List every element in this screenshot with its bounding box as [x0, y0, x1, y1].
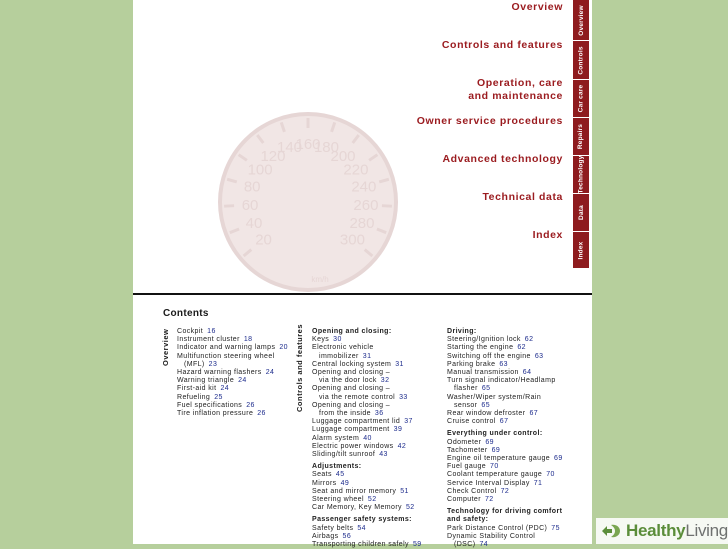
toc-entry-text: Computer: [447, 496, 481, 503]
toc-entry-text: Starting the engine: [447, 344, 513, 351]
toc-entry[interactable]: [312, 377, 422, 385]
toc-entry[interactable]: [312, 353, 422, 361]
toc-entry-text: Warning triangle: [177, 377, 234, 384]
toc-entry-text: Technology for driving comfort: [447, 508, 562, 515]
toc-entry[interactable]: [447, 455, 563, 463]
toc-entry[interactable]: [312, 435, 422, 443]
toc-entry-text: sensor: [454, 402, 477, 409]
healthy-living-logo-icon: [600, 522, 622, 540]
tab-label: Controls: [578, 46, 585, 74]
toc-entry[interactable]: [447, 402, 563, 410]
toc-entry[interactable]: [447, 336, 563, 344]
toc-entry-text: Car Memory, Key Memory: [312, 504, 402, 511]
toc-entry[interactable]: [312, 541, 422, 549]
toc-entry[interactable]: [312, 394, 422, 402]
toc-entry[interactable]: [447, 353, 563, 361]
toc-entry-text: Odometer: [447, 439, 481, 446]
toc-entry[interactable]: [447, 496, 563, 504]
gauge-tick-label: 20: [255, 231, 272, 248]
tab-index[interactable]: [573, 232, 589, 268]
toc-entry[interactable]: [177, 385, 288, 393]
speedometer-graphic: [213, 110, 403, 290]
toc-page-number: 59: [413, 541, 422, 548]
gauge-unit: km/h: [311, 275, 328, 284]
toc-entry: [312, 402, 422, 410]
toc-page-number: 70: [546, 471, 555, 478]
toc-group-heading: [447, 430, 563, 438]
toc-page-number: 26: [246, 402, 255, 409]
gauge-tick-label: 40: [246, 215, 263, 232]
toc-page-number: 75: [551, 525, 560, 532]
toc-entry: [177, 353, 288, 361]
toc-entry[interactable]: [447, 418, 563, 426]
toc-entry-text: flasher: [454, 385, 478, 392]
toc-entry[interactable]: [447, 447, 563, 455]
gauge-tick-label: 260: [353, 197, 378, 214]
toc-entry-text: Sliding/tilt sunroof: [312, 451, 375, 458]
nav-item-label: Overview: [512, 1, 564, 14]
toc-entry[interactable]: [312, 533, 422, 541]
manual-page: [133, 0, 592, 544]
nav-item-label: Owner service procedures: [417, 115, 563, 128]
toc-entry[interactable]: [177, 344, 288, 352]
toc-entry-text: via the remote control: [319, 394, 395, 401]
nav-item-label: Controls and features: [442, 39, 563, 52]
toc-page-number: 31: [363, 353, 372, 360]
toc-entry-text: Cockpit: [177, 328, 203, 335]
toc-page-number: 49: [341, 480, 350, 487]
toc-entry-text: Multifunction steering wheel: [177, 353, 275, 360]
toc-entry-text: Manual transmission: [447, 369, 519, 376]
nav-item-6[interactable]: [482, 191, 563, 204]
tab-label: Repairs: [578, 124, 585, 149]
toc-entry[interactable]: [312, 410, 422, 418]
tab-technology[interactable]: [573, 156, 589, 193]
toc-page-number: 37: [404, 418, 413, 425]
toc-entry-text: Keys: [312, 336, 329, 343]
toc-entry-text: Safety belts: [312, 525, 353, 532]
toc-page-number: 54: [357, 525, 366, 532]
toc-column-controls: [312, 328, 422, 549]
toc-page-number: 40: [363, 435, 372, 442]
toc-entry-text: Adjustments:: [312, 463, 362, 470]
toc-entry: [312, 385, 422, 393]
nav-item-7[interactable]: [533, 229, 563, 242]
nav-item-3[interactable]: [468, 77, 563, 103]
toc-entry[interactable]: [447, 344, 563, 352]
toc-page-number: 65: [481, 402, 490, 409]
healthy-living-watermark: [596, 518, 728, 544]
toc-entry[interactable]: [447, 369, 563, 377]
toc-entry-text: Washer/Wiper system/Rain: [447, 394, 541, 401]
toc-entry-text: Fuel gauge: [447, 463, 486, 470]
toc-entry-text: Luggage compartment: [312, 426, 390, 433]
toc-page-number: 63: [499, 361, 508, 368]
toc-page-number: 52: [368, 496, 377, 503]
toc-entry-text: Airbags: [312, 533, 339, 540]
gauge-tick-label: 200: [331, 148, 356, 165]
toc-entry-text: Luggage compartment lid: [312, 418, 400, 425]
toc-entry-text: Instrument cluster: [177, 336, 240, 343]
gauge-tick-label: 240: [351, 178, 376, 195]
toc-entry[interactable]: [447, 463, 563, 471]
toc-entry-text: Engine oil temperature gauge: [447, 455, 550, 462]
tab-label: Overview: [578, 5, 585, 36]
toc-entry: [312, 344, 422, 352]
toc-page-number: 51: [400, 488, 409, 495]
toc-entry[interactable]: [447, 410, 563, 418]
toc-entry-text: Electronic vehicle: [312, 344, 374, 351]
toc-page-number: 74: [479, 541, 488, 548]
toc-group-heading: [312, 463, 422, 471]
toc-entry-text: Alarm system: [312, 435, 359, 442]
toc-entry[interactable]: [177, 328, 288, 336]
toc-entry[interactable]: [177, 336, 288, 344]
toc-entry-text: Refueling: [177, 394, 210, 401]
nav-item-label: Technical data: [482, 191, 563, 204]
nav-item-5[interactable]: [442, 153, 563, 166]
toc-entry-text: First-aid kit: [177, 385, 216, 392]
toc-entry[interactable]: [447, 488, 563, 496]
tab-controls[interactable]: [573, 41, 589, 79]
toc-entry[interactable]: [177, 394, 288, 402]
toc-entry: [447, 377, 563, 385]
toc-page-number: 26: [257, 410, 266, 417]
nav-item-label: Advanced technology: [442, 153, 563, 166]
toc-page-number: 18: [244, 336, 253, 343]
toc-entry[interactable]: [312, 488, 422, 496]
toc-entry-text: Rear window defroster: [447, 410, 525, 417]
toc-entry-text: Driving:: [447, 328, 477, 335]
toc-page-number: 62: [517, 344, 526, 351]
toc-column-overview: [177, 328, 288, 418]
toc-entry-text: Mirrors: [312, 480, 337, 487]
toc-entry-text: Coolant temperature gauge: [447, 471, 542, 478]
toc-page-number: 69: [492, 447, 501, 454]
toc-entry[interactable]: [447, 525, 563, 533]
toc-entry: [312, 369, 422, 377]
gauge-tick-label: 160: [295, 136, 320, 153]
toc-page-number: 16: [207, 328, 216, 335]
page-divider: [133, 293, 592, 295]
gauge-tick-label: 120: [260, 148, 285, 165]
toc-entry-text: immobilizer: [319, 353, 359, 360]
tab-car-care[interactable]: [573, 80, 589, 117]
toc-page-number: 52: [406, 504, 415, 511]
toc-entry[interactable]: [312, 525, 422, 533]
toc-page-number: 36: [375, 410, 384, 417]
gauge-tick-label: 80: [244, 178, 261, 195]
toc-entry[interactable]: [447, 439, 563, 447]
toc-entry-text: from the inside: [319, 410, 371, 417]
nav-item-label: Index: [533, 229, 563, 242]
toc-entry[interactable]: [312, 426, 422, 434]
toc-entry-text: Indicator and warning lamps: [177, 344, 275, 351]
toc-page-number: 72: [485, 496, 494, 503]
toc-entry-text: Opening and closing:: [312, 328, 392, 335]
toc-entry[interactable]: [177, 402, 288, 410]
toc-page-number: 56: [343, 533, 352, 540]
toc-page-number: 24: [266, 369, 275, 376]
toc-page-number: 30: [333, 336, 342, 343]
toc-entry-text: Park Distance Control (PDC): [447, 525, 547, 532]
toc-page-number: 42: [398, 443, 407, 450]
toc-page-number: 25: [214, 394, 223, 401]
tab-label: Index: [578, 241, 585, 259]
toc-entry[interactable]: [312, 471, 422, 479]
toc-entry-text: Opening and closing –: [312, 385, 390, 392]
toc-group-heading: [447, 508, 563, 516]
toc-entry[interactable]: [312, 418, 422, 426]
toc-page-number: 45: [336, 471, 345, 478]
toc-group-heading: [447, 328, 563, 336]
toc-entry[interactable]: [312, 336, 422, 344]
tab-data[interactable]: [573, 194, 589, 231]
nav-item-4[interactable]: [417, 115, 563, 128]
controls-section-label: Controls and features: [295, 324, 304, 412]
toc-entry[interactable]: [447, 471, 563, 479]
tab-repairs[interactable]: [573, 118, 589, 155]
toc-page-number: 24: [220, 385, 229, 392]
toc-entry-text: Seat and mirror memory: [312, 488, 396, 495]
toc-page-number: 67: [529, 410, 538, 417]
gauge-tick-label: 60: [242, 197, 259, 214]
toc-column-driving: [447, 328, 563, 549]
toc-entry-text: via the door lock: [319, 377, 377, 384]
toc-entry[interactable]: [312, 361, 422, 369]
toc-entry-text: Switching off the engine: [447, 353, 531, 360]
toc-page-number: 32: [381, 377, 390, 384]
tab-label: Data: [577, 205, 584, 220]
toc-page-number: 64: [523, 369, 532, 376]
toc-page-number: 24: [238, 377, 247, 384]
toc-page-number: 72: [501, 488, 510, 495]
toc-page-number: 70: [490, 463, 499, 470]
toc-group-heading: [447, 516, 563, 524]
tab-label: Car care: [578, 85, 585, 113]
toc-entry-text: Turn signal indicator/Headlamp: [447, 377, 556, 384]
toc-entry-text: Electric power windows: [312, 443, 394, 450]
toc-entry-text: Tachometer: [447, 447, 488, 454]
toc-entry-text: Opening and closing –: [312, 369, 390, 376]
gauge-tick-label: 100: [248, 161, 273, 178]
gauge-tick-label: 140: [277, 139, 302, 156]
toc-page-number: 69: [485, 439, 494, 446]
toc-entry: [447, 394, 563, 402]
cover-panel: [133, 0, 592, 292]
gauge-tick-label: 180: [314, 139, 339, 156]
toc-group-heading: [312, 516, 422, 524]
toc-entry[interactable]: [177, 377, 288, 385]
toc-page-number: 63: [535, 353, 544, 360]
toc-page-number: 43: [379, 451, 388, 458]
toc-entry-text: Parking brake: [447, 361, 495, 368]
toc-entry-text: (DSC): [454, 541, 475, 548]
toc-entry-text: Check Control: [447, 488, 497, 495]
toc-entry-text: (MFL): [184, 361, 205, 368]
gauge-tick-label: 280: [349, 215, 374, 232]
toc-entry-text: Steering/Ignition lock: [447, 336, 521, 343]
toc-entry[interactable]: [312, 480, 422, 488]
toc-entry[interactable]: [447, 541, 563, 549]
nav-item-2[interactable]: [442, 39, 563, 52]
toc-page-number: 67: [500, 418, 509, 425]
toc-entry[interactable]: [312, 504, 422, 512]
toc-entry-text: and safety:: [447, 516, 488, 523]
toc-entry-text: Opening and closing –: [312, 402, 390, 409]
toc-entry-text: Tire inflation pressure: [177, 410, 253, 417]
toc-group-heading: [312, 328, 422, 336]
toc-entry-text: Central locking system: [312, 361, 391, 368]
toc-entry-text: Transporting children safely: [312, 541, 409, 548]
toc-entry: [447, 533, 563, 541]
toc-entry-text: Seats: [312, 471, 332, 478]
overview-section-label: Overview: [161, 329, 170, 366]
toc-entry[interactable]: [447, 480, 563, 488]
toc-page-number: 20: [279, 344, 288, 351]
watermark-text: HealthyLiving: [626, 521, 728, 541]
toc-page-number: 23: [209, 361, 218, 368]
tab-label: Technology: [578, 156, 585, 194]
toc-page-number: 33: [399, 394, 408, 401]
toc-page-number: 71: [534, 480, 543, 487]
toc-entry[interactable]: [312, 496, 422, 504]
contents-heading: Contents: [163, 308, 209, 319]
nav-item-label: Operation, care: [468, 77, 563, 90]
toc-entry-text: Dynamic Stability Control: [447, 533, 535, 540]
tab-overview[interactable]: [573, 0, 589, 40]
toc-entry[interactable]: [177, 361, 288, 369]
toc-entry-text: Hazard warning flashers: [177, 369, 262, 376]
toc-page-number: 65: [482, 385, 491, 392]
toc-entry[interactable]: [447, 361, 563, 369]
toc-entry[interactable]: [312, 451, 422, 459]
nav-item-label: and maintenance: [468, 90, 563, 103]
toc-page-number: 69: [554, 455, 563, 462]
toc-page-number: 39: [394, 426, 403, 433]
nav-item-1[interactable]: [512, 1, 564, 14]
toc-entry-text: Service Interval Display: [447, 480, 530, 487]
toc-entry-text: Everything under control:: [447, 430, 543, 437]
toc-entry-text: Cruise control: [447, 418, 496, 425]
gauge-tick-label: 220: [343, 161, 368, 178]
toc-page-number: 31: [395, 361, 404, 368]
toc-entry-text: Steering wheel: [312, 496, 364, 503]
toc-entry[interactable]: [312, 443, 422, 451]
toc-entry-text: Passenger safety systems:: [312, 516, 412, 523]
toc-page-number: 62: [525, 336, 534, 343]
toc-entry[interactable]: [177, 410, 288, 418]
toc-entry[interactable]: [177, 369, 288, 377]
toc-entry-text: Fuel specifications: [177, 402, 242, 409]
gauge-tick-label: 300: [340, 231, 365, 248]
toc-entry[interactable]: [447, 385, 563, 393]
